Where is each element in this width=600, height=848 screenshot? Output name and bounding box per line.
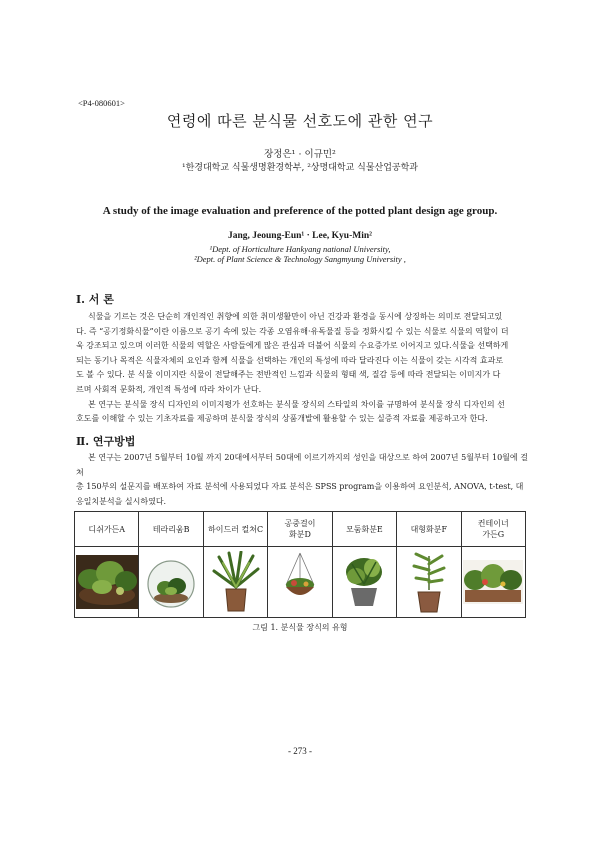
methods-heading: Ⅱ. 연구방법 <box>76 435 136 448</box>
intro-line: 본 연구는 분식물 장식 디자인의 이미지평가 선호하는 분식물 장식의 스타일의 차이를 규명하여 분식물 장식 디자인의 선 <box>88 399 505 409</box>
affiliation-english-2: ²Dept. of Plant Science & Technology Sangmyung University , <box>194 254 406 264</box>
hanging-pot-photo <box>268 547 332 618</box>
authors-english: Jang, Jeoung-Eun¹ · Lee, Kyu-Min² <box>228 231 372 241</box>
intro-heading: Ⅰ. 서 론 <box>76 293 114 306</box>
type-label-d: 공중걸이 화분D <box>268 512 332 547</box>
terrarium-icon <box>143 554 199 610</box>
page-title-korean: 연령에 따른 분식물 선호도에 관한 연구 <box>166 112 434 130</box>
group-pot-icon <box>342 554 386 610</box>
methods-line: 응일치분석을 실시하였다. <box>76 496 167 506</box>
affiliation-english-1: ¹Dept. of Horticulture Hankyang national University, <box>209 244 391 254</box>
affiliations-english <box>0 244 600 264</box>
affiliations-korean: ¹한경대학교 식물생명환경학부, ²상명대학교 식물산업공학과 <box>181 163 418 173</box>
intro-line: 다. 즉 “공기정화식물”이란 이름으로 공기 속에 있는 각종 오염유해·유독물질 등을 정화시킬 수 있는 식물로 식물의 역할이 더 <box>76 326 509 336</box>
page-title-english: A study of the image evaluation and preference of the potted plant design age group. <box>102 205 498 217</box>
intro-line: 호도를 이해할 수 있는 기초자료를 제공하며 분식물 장식의 상품개발에 활용할 수 있는 실증적 자료를 제공하고자 한다. <box>76 414 488 424</box>
intro-line: 식물을 기르는 것은 단순히 개인적인 취향에 의한 취미생활만이 아닌 건강과 환경을 동시에 상징하는 의미로 전달되고있 <box>88 312 503 321</box>
plant-types-table <box>74 511 526 618</box>
terrarium-photo <box>139 547 203 618</box>
container-garden-photo <box>461 547 525 618</box>
plant-types-header-row <box>75 512 526 547</box>
authors-korean: 장정은¹ · 이규민² <box>264 149 336 160</box>
large-pot-photo <box>397 547 461 618</box>
type-label-g: 컨테이너 가든G <box>461 512 525 547</box>
intro-paragraph <box>76 310 528 427</box>
dish-garden-icon <box>76 555 138 609</box>
methods-line: 총 150부의 설문지를 배포하여 자료 분석에 사용되었다 자료 분석은 SPSS program을 이용하여 요인분석, ANOVA, t-test, 대 <box>76 482 524 492</box>
type-label-b: 테라리움B <box>139 512 203 547</box>
type-label-f: 대형화분F <box>397 512 461 547</box>
figure-caption: 그림 1. 분식물 장식의 유형 <box>252 623 348 632</box>
intro-line: 욱 강조되고 있으며 이러한 식물의 역할은 사람들에게 많은 관심과 더불어 식물의 수요증가로 이어지고 있다.식물을 선택하게 <box>76 341 509 351</box>
paper-code: <P4-080601> <box>78 98 125 108</box>
container-garden-icon <box>463 560 523 604</box>
page-number: - 273 - <box>288 746 312 756</box>
type-label-a: 디쉬가든A <box>75 512 139 547</box>
hydroculture-icon <box>211 551 261 613</box>
type-label-e: 모둠화분E <box>332 512 396 547</box>
group-pot-photo <box>332 547 396 618</box>
large-pot-icon <box>406 550 452 614</box>
type-label-c: 하이드러 컬쳐C <box>203 512 267 547</box>
plant-types-image-row <box>75 547 526 618</box>
intro-line: 르며 사회적 문화적, 개인적 특성에 따라 차이가 난다. <box>76 384 262 394</box>
intro-line: 되는 동기나 목적은 식물자체의 요인과 함께 식물을 선택하는 개인의 특성에 따라 달라진다 이는 식물이 갖는 시각적 효과로 <box>76 355 504 365</box>
methods-paragraph <box>76 451 528 509</box>
dish-garden-photo <box>75 547 139 618</box>
hydroculture-photo <box>203 547 267 618</box>
intro-line: 도 볼 수 있다. 분 식물 이미지란 식물이 전달해주는 전반적인 느낌과 식물의 형태 색, 질감 등에 따라 전달되는 이미지가 다 <box>76 370 501 380</box>
methods-line: 본 연구는 2007년 5월부터 10월 까지 20대에서부터 50대에 이르기까지의 성인을 대상으로 하여 2007년 5월부터 10월에 걸쳐 <box>76 453 528 477</box>
hanging-pot-icon <box>278 551 322 613</box>
